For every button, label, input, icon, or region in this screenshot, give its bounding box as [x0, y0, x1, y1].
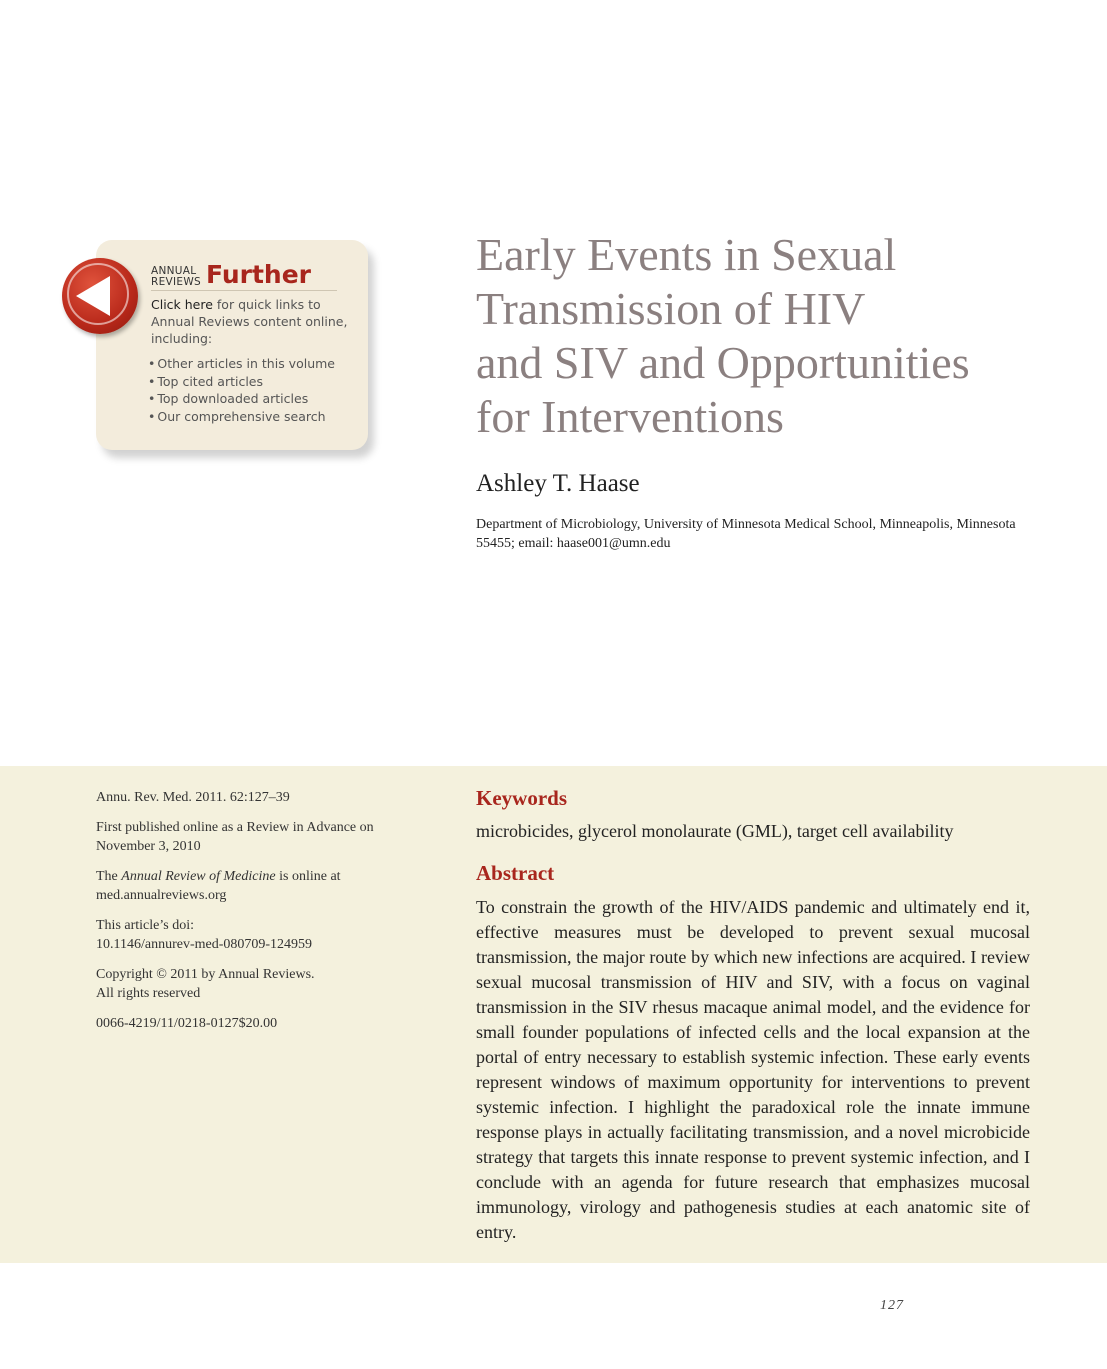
online-note: The Annual Review of Medicine is online at med.annualreviews.org [96, 869, 341, 903]
title-line: Early Events in Sexual [476, 229, 897, 280]
author-affiliation: Department of Microbiology, University of Minnesota Medical School, Minneapolis, Minnesota 55455; email: haase001@umn.edu [476, 517, 1016, 551]
link-top-downloaded[interactable]: • Top downloaded articles [148, 390, 351, 408]
title-line: Transmission of HIV [476, 283, 866, 334]
further-description [151, 296, 351, 347]
back-arrow-icon [76, 276, 110, 316]
further-text [151, 262, 351, 425]
article-metadata [96, 788, 426, 1044]
annual-reviews-logo [151, 262, 337, 291]
link-search[interactable]: • Our comprehensive search [148, 408, 351, 426]
keywords-text: microbicides, glycerol monolaurate (GML), target cell availability [476, 821, 954, 841]
keywords-heading: Keywords [476, 786, 567, 810]
title-line: and SIV and Opportunities [476, 337, 970, 388]
brand-reviews: REVIEWS [151, 276, 201, 288]
further-desc-rest: for quick links to Annual Reviews content online, including: [151, 297, 348, 346]
link-other-articles[interactable]: • Other articles in this volume [148, 355, 351, 373]
page-number: 127 [880, 1298, 904, 1313]
journal-name: Annual Review of Medicine [121, 869, 276, 884]
further-button[interactable] [62, 258, 138, 334]
doi-block: This article’s doi: 10.1146/annurev-med-080709-124959 [96, 918, 313, 952]
abstract-text: To constrain the growth of the HIV/AIDS pandemic and ultimately end it, effective measures must be developed to prevent sexual mucosal transmission, the major route by which new infections are acquired. I review sexual mucosal transmission of HIV and SIV, with a focus on vaginal transmission in the SIV rhesus macaque animal model, and the evidence for small founder populations of infected cells and the local expansion at the portal of entry necessary to establish systemic infection. These early events represent windows of maximum opportunity for interventions to prevent systemic infection. I highlight the paradoxical role the innate immune response plays in actually facilitating transmission, and a novel microbicide strategy that targets this innate response to prevent systemic infection, and I conclude with an agenda for future research that emphasizes mucosal immunology, virology and pathogenesis studies at each anatomic site of entry. [476, 897, 1030, 1242]
further-links [148, 355, 351, 425]
title-line: for Interventions [476, 391, 784, 442]
link-top-cited[interactable]: • Top cited articles [148, 373, 351, 391]
citation: Annu. Rev. Med. 2011. 62:127–39 [96, 790, 290, 805]
issn: 0066-4219/11/0218-0127$20.00 [96, 1016, 278, 1031]
brand-annual: ANNUAL [151, 265, 197, 277]
brand-further: Further [206, 260, 311, 289]
article-title [476, 228, 1036, 444]
doi: 10.1146/annurev-med-080709-124959 [96, 937, 313, 952]
first-published: First published online as a Review in Advance on November 3, 2010 [96, 820, 374, 854]
author-name: Ashley T. Haase [476, 470, 640, 497]
copyright: Copyright © 2011 by Annual Reviews. All rights reserved [96, 967, 315, 1001]
abstract-heading: Abstract [476, 861, 555, 885]
click-here-link[interactable]: Click here [151, 297, 213, 312]
